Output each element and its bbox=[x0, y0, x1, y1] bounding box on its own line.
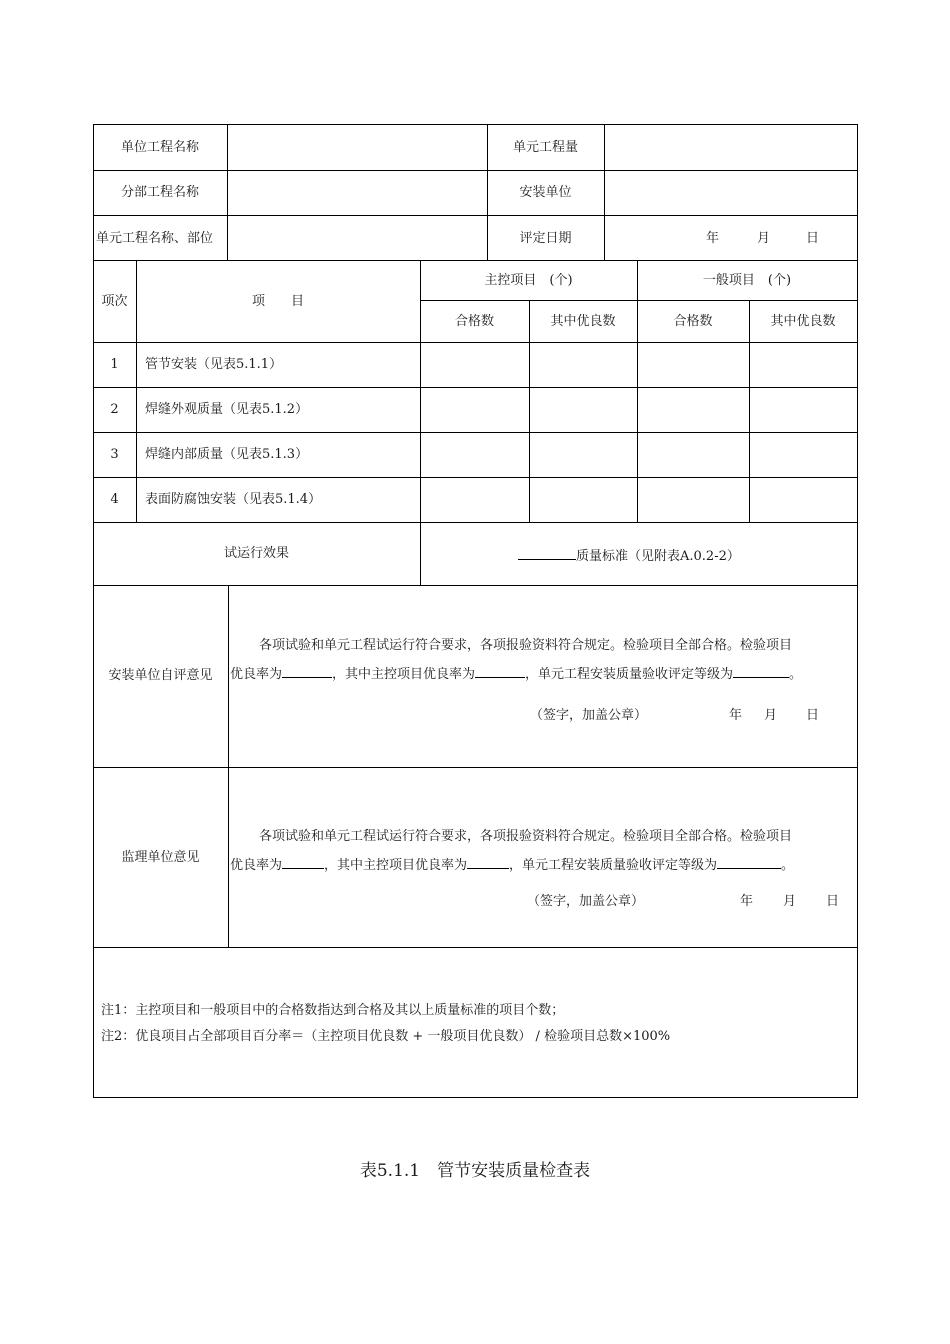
supervisor-day: 日 bbox=[826, 894, 840, 909]
supervisor-text: ，单元工程安装质量验收评定等级为 bbox=[509, 858, 718, 873]
row-item: 焊缝外观质量（见表5.1.2） bbox=[145, 402, 309, 417]
supervisor-year: 年 bbox=[740, 894, 754, 909]
trial-run-label: 试运行效果 bbox=[223, 546, 289, 561]
supervisor-label: 监理单位意见 bbox=[121, 850, 200, 865]
self-eval-line2 bbox=[230, 664, 802, 683]
general-pass-header: 合格数 bbox=[673, 314, 713, 329]
supervisor-line1: 各项试验和单元工程试运行符合要求，各项报验资料符合规定。检验项目全部合格。检验项目 bbox=[259, 829, 793, 844]
element-name-label: 单元工程名称、部位 bbox=[96, 231, 214, 246]
main-excellent-header: 其中优良数 bbox=[550, 314, 616, 329]
main-excellent-rate-blank[interactable] bbox=[475, 664, 525, 678]
note-1: 注1：主控项目和一般项目中的合格数指达到合格及其以上质量标准的项目个数； bbox=[101, 1003, 565, 1018]
self-eval-text: 。 bbox=[789, 667, 803, 682]
self-eval-text: 优良率为 bbox=[230, 667, 283, 682]
row-item: 焊缝内部质量（见表5.1.3） bbox=[145, 447, 309, 462]
col-index-header: 项次 bbox=[101, 294, 128, 309]
supervisor-text: ，其中主控项目优良率为 bbox=[324, 858, 468, 873]
date-year: 年 bbox=[706, 231, 720, 246]
eval-date-label: 评定日期 bbox=[519, 231, 572, 246]
self-eval-line1: 各项试验和单元工程试运行符合要求，各项报验资料符合规定。检验项目全部合格。检验项目 bbox=[259, 638, 793, 653]
self-eval-text: ，其中主控项目优良率为 bbox=[332, 667, 476, 682]
sup-grade-blank[interactable] bbox=[717, 855, 781, 869]
row-index: 1 bbox=[110, 357, 119, 372]
date-day: 日 bbox=[806, 231, 820, 246]
sup-main-excellent-rate-blank[interactable] bbox=[467, 855, 509, 869]
row-item: 表面防腐蚀安装（见表5.1.4） bbox=[145, 492, 322, 507]
main-pass-header: 合格数 bbox=[454, 314, 494, 329]
row-item: 管节安装（见表5.1.1） bbox=[145, 357, 283, 372]
element-quantity-label: 单元工程量 bbox=[512, 140, 578, 155]
grade-blank[interactable] bbox=[733, 664, 789, 678]
trial-run-blank[interactable] bbox=[518, 546, 576, 560]
division-label: 分部工程名称 bbox=[120, 185, 199, 200]
supervisor-line2 bbox=[230, 855, 794, 874]
supervisor-text: 优良率为 bbox=[230, 858, 283, 873]
row-index: 4 bbox=[110, 492, 119, 507]
trial-run-standard bbox=[518, 546, 740, 565]
self-eval-sign: （签字，加盖公章） bbox=[530, 708, 648, 723]
main-items-header: 主控项目 (个) bbox=[484, 273, 573, 288]
self-eval-month: 月 bbox=[764, 708, 778, 723]
col-item-header: 项 目 bbox=[251, 294, 304, 309]
general-excellent-header: 其中优良数 bbox=[770, 314, 836, 329]
supervisor-text: 。 bbox=[781, 858, 795, 873]
row-index: 2 bbox=[110, 402, 119, 417]
self-eval-day: 日 bbox=[806, 708, 820, 723]
trial-run-standard-text: 质量标准（见附表A.0.2-2） bbox=[576, 549, 740, 564]
self-eval-text: ，单元工程安装质量验收评定等级为 bbox=[525, 667, 734, 682]
excellent-rate-blank[interactable] bbox=[282, 664, 332, 678]
supervisor-month: 月 bbox=[783, 894, 797, 909]
sup-excellent-rate-blank[interactable] bbox=[282, 855, 324, 869]
unit-project-label: 单位工程名称 bbox=[120, 140, 199, 155]
row-index: 3 bbox=[110, 447, 119, 462]
date-month: 月 bbox=[757, 231, 771, 246]
self-eval-year: 年 bbox=[729, 708, 743, 723]
note-2: 注2：优良项目占全部项目百分率＝（主控项目优良数 + 一般项目优良数） / 检验项目总数×100% bbox=[101, 1029, 671, 1044]
supervisor-sign: （签字，加盖公章） bbox=[527, 894, 645, 909]
self-eval-label: 安装单位自评意见 bbox=[108, 668, 213, 683]
table-caption: 表5.1.1 管节安装质量检查表 bbox=[359, 1161, 591, 1181]
installer-label: 安装单位 bbox=[519, 185, 572, 200]
general-items-header: 一般项目 (个) bbox=[702, 273, 792, 288]
